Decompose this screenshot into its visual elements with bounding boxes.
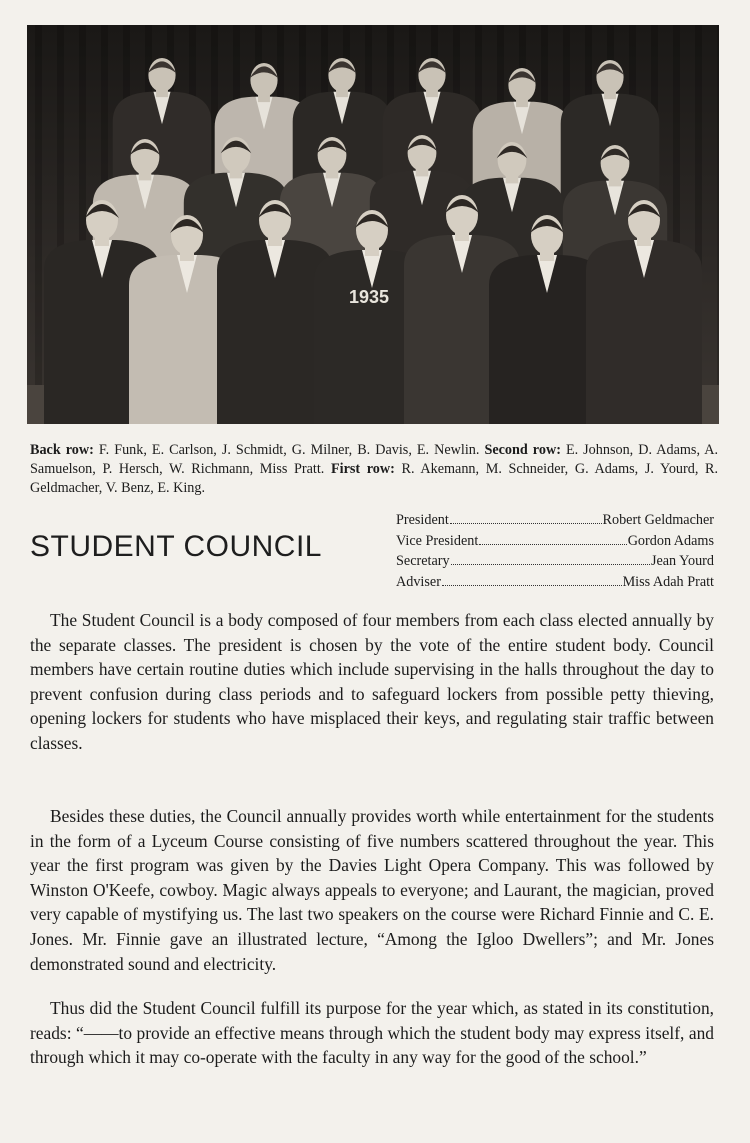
leader-dots bbox=[450, 522, 602, 524]
sweater-number: 1935 bbox=[349, 287, 390, 307]
officer-row bbox=[396, 572, 714, 593]
officer-row bbox=[396, 551, 714, 572]
officer-name: Gordon Adams bbox=[627, 532, 714, 549]
officer-role: Vice President bbox=[396, 532, 479, 549]
group-photo bbox=[27, 25, 719, 424]
leader-dots bbox=[442, 584, 622, 586]
leader-dots bbox=[479, 543, 626, 545]
photo-caption bbox=[30, 441, 718, 498]
people-group bbox=[44, 58, 702, 424]
officer-role: President bbox=[396, 512, 449, 528]
first-row-names: R. Akemann, M. Schneider, G. Adams, J. Yourd, R. Geldmacher, V. Benz, E. King. bbox=[30, 461, 719, 496]
back-row-names: F. Funk, E. Carlson, J. Schmidt, G. Milner, B. Davis, E. Newlin. bbox=[98, 442, 480, 458]
body-paragraph-2 bbox=[30, 804, 714, 976]
officer-row bbox=[396, 531, 714, 552]
officer-name: Jean Yourd bbox=[650, 553, 714, 570]
curtain-fold bbox=[35, 25, 42, 385]
section-title: STUDENT COUNCIL bbox=[30, 530, 322, 563]
second-row-label: Second row: bbox=[484, 442, 561, 458]
back-row-label: Back row: bbox=[30, 442, 94, 458]
curtain-fold bbox=[717, 25, 719, 385]
officer-name: Miss Adah Pratt bbox=[622, 573, 714, 590]
paragraph-text: Besides these duties, the Council annually provides worth while entertainment for the students in the form of a Lyceum Course consisting of five numbers scattered throughout the year. This year the first program was given by the Davies Light Opera Company. This was followed by Winston O'Keefe, cowboy. Magic always appeals to everyone; and Laurant, the magician, proved very capable of mystifying us. The last two speakers on the course were Richard Finnie and C. E. Jones. Mr. Finnie gave an illustrated lecture, “Among the Igloo Dwellers”; and Mr. Jones demonstrated sound and electricity. bbox=[30, 806, 714, 974]
officer-row bbox=[396, 510, 714, 531]
group-photo-drawing bbox=[27, 25, 719, 424]
officer-name: Robert Geldmacher bbox=[602, 512, 714, 528]
paragraph-text: The Student Council is a body composed of four members from each class elected annually by the separate classes. The president is chosen by the vote of the entire student body. Council members have certain routine duties which include supervising in the halls throughout the day to prevent confusion during class periods and to safeguard lockers from possible petty thieving, opening lockers for students who have misplaced their keys, and regulating stair traffic between classes. bbox=[30, 610, 714, 753]
officers-list bbox=[396, 510, 714, 592]
leader-dots bbox=[451, 563, 650, 565]
first-row-label: First row: bbox=[330, 461, 395, 477]
paragraph-text: Thus did the Student Council fulfill its purpose for the year which, as stated in its constitution, reads: “——to provide an effective means through which the student body may express itself, and through which it may co-operate with the faculty in any way for the good of the school.” bbox=[30, 998, 714, 1068]
body-paragraph-1 bbox=[30, 608, 714, 756]
officer-role: Secretary bbox=[396, 553, 450, 570]
officer-role: Adviser bbox=[396, 573, 441, 590]
body-paragraph-3 bbox=[30, 996, 714, 1070]
second-row-names: E. Johnson, D. Adams, A. Samuelson, P. Hersch, W. Richmann, Miss Pratt. bbox=[30, 442, 719, 477]
